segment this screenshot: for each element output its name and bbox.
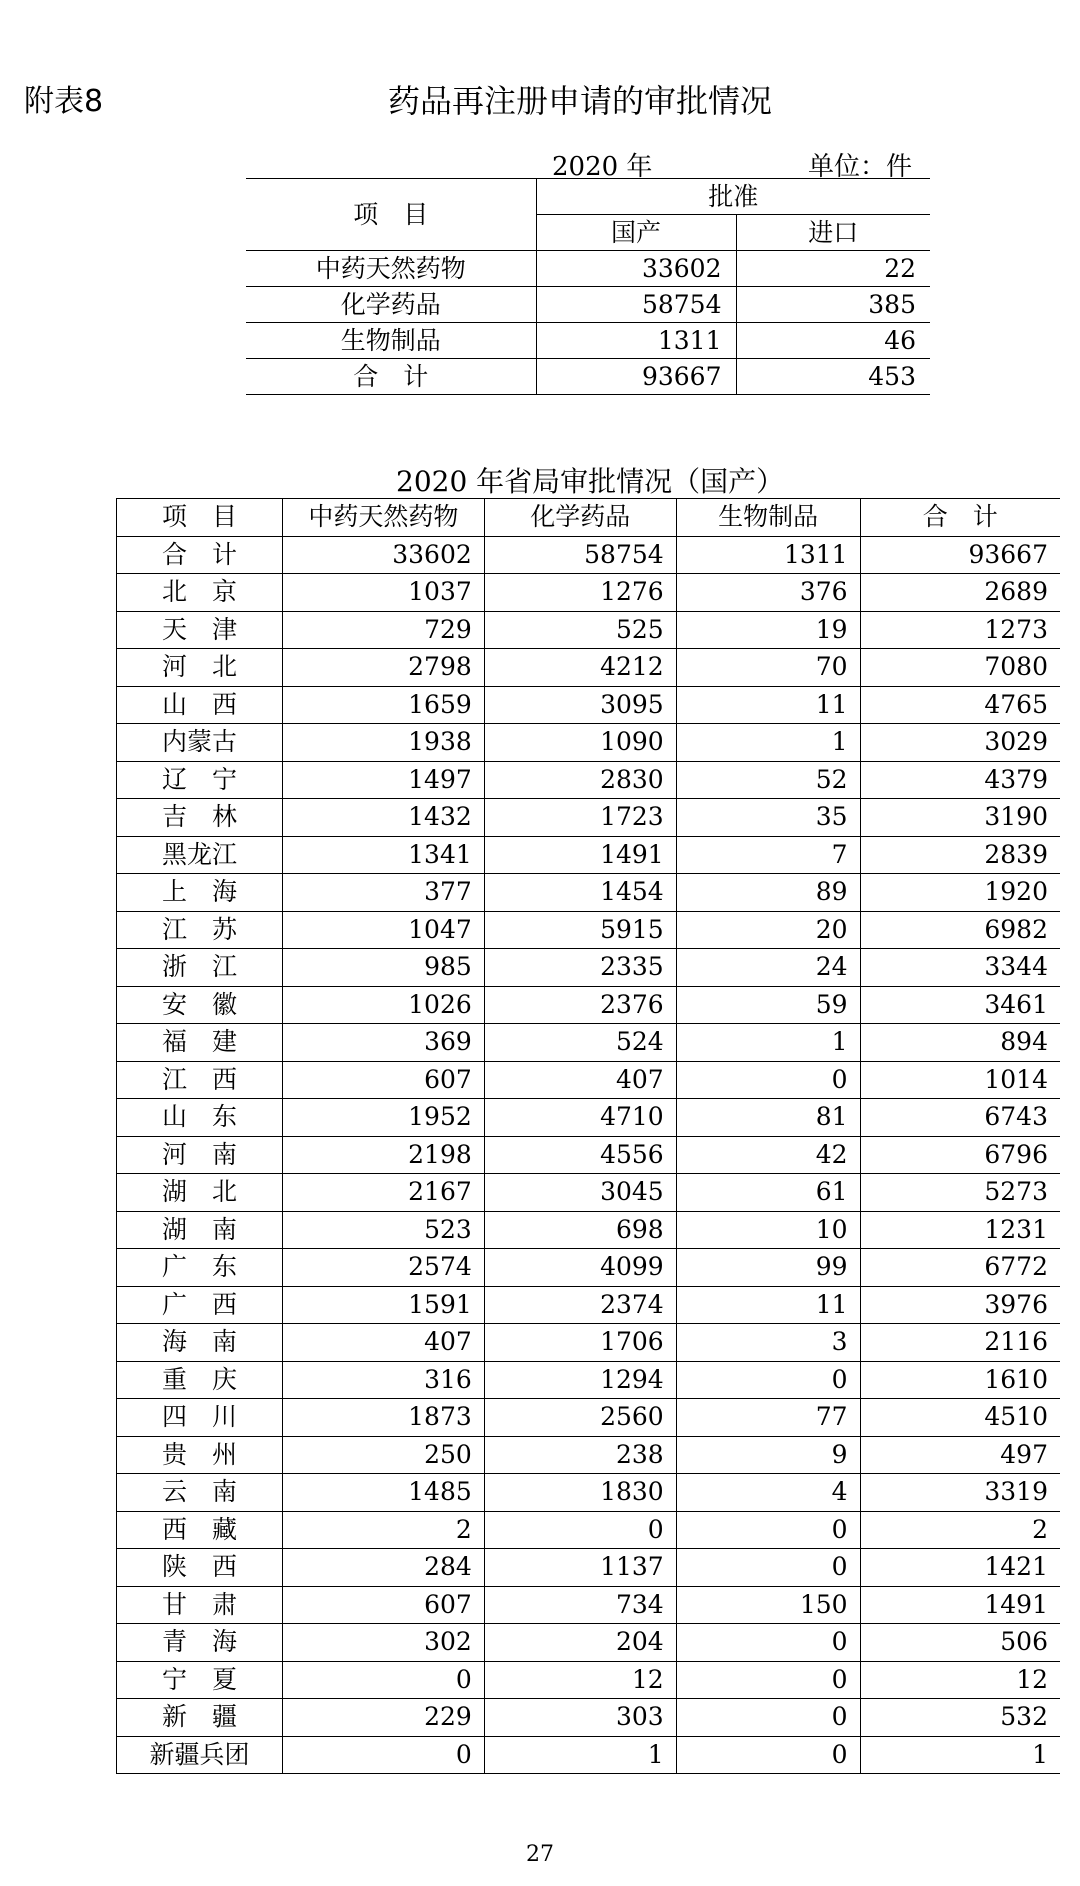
- table2-cell-tcm: 1591: [282, 1286, 484, 1324]
- table-row: [117, 949, 1061, 987]
- table2-cell-tcm: 229: [282, 1699, 484, 1737]
- table2-cell-chemical: 58754: [484, 536, 676, 574]
- table-row: [117, 799, 1061, 837]
- table2-cell-tcm: 377: [282, 874, 484, 912]
- table2-cell-tcm: 316: [282, 1361, 484, 1399]
- table2-cell-region: 吉 林: [117, 799, 283, 837]
- table-row: [117, 1699, 1061, 1737]
- table2-cell-region: 天 津: [117, 611, 283, 649]
- table1-cell-import: 385: [736, 287, 930, 323]
- table2-cell-tcm: 729: [282, 611, 484, 649]
- table2-cell-region: 海 南: [117, 1324, 283, 1362]
- table2-cell-total: 5273: [860, 1174, 1060, 1212]
- table2-cell-chemical: 1830: [484, 1474, 676, 1512]
- table2-cell-chemical: 3095: [484, 686, 676, 724]
- table2-cell-chemical: 1706: [484, 1324, 676, 1362]
- table-row: [117, 911, 1061, 949]
- table2-cell-total: 2839: [860, 836, 1060, 874]
- table2-cell-biological: 1311: [676, 536, 860, 574]
- table1-cell-item: 中药天然药物: [246, 251, 536, 287]
- table2-cell-biological: 4: [676, 1474, 860, 1512]
- table-row: [117, 836, 1061, 874]
- table2-cell-biological: 19: [676, 611, 860, 649]
- table2-cell-total: 3461: [860, 986, 1060, 1024]
- table2-cell-region: 河 北: [117, 649, 283, 687]
- table2-cell-tcm: 1659: [282, 686, 484, 724]
- table2-cell-chemical: 4099: [484, 1249, 676, 1287]
- table2-cell-total: 3029: [860, 724, 1060, 762]
- table2-cell-region: 辽 宁: [117, 761, 283, 799]
- table-row: [117, 1361, 1061, 1399]
- table1-cell-domestic: 1311: [536, 323, 736, 359]
- table-row: [246, 359, 930, 395]
- table2-cell-tcm: 407: [282, 1324, 484, 1362]
- table-row: [117, 574, 1061, 612]
- table2-cell-biological: 35: [676, 799, 860, 837]
- table-row: [117, 1624, 1061, 1662]
- table-row: [117, 1661, 1061, 1699]
- table2-cell-biological: 376: [676, 574, 860, 612]
- table2-cell-region: 合 计: [117, 536, 283, 574]
- table2-cell-region: 青 海: [117, 1624, 283, 1662]
- table2-cell-biological: 0: [676, 1624, 860, 1662]
- table2-cell-tcm: 1341: [282, 836, 484, 874]
- table2-header-cell: 生物制品: [676, 499, 860, 537]
- table2-cell-chemical: 4212: [484, 649, 676, 687]
- table2-cell-biological: 20: [676, 911, 860, 949]
- table2-cell-biological: 0: [676, 1736, 860, 1774]
- table-row: [117, 1324, 1061, 1362]
- table2-cell-total: 4765: [860, 686, 1060, 724]
- table2-cell-biological: 59: [676, 986, 860, 1024]
- table2-cell-chemical: 2560: [484, 1399, 676, 1437]
- table2-cell-chemical: 4710: [484, 1099, 676, 1137]
- table2-cell-chemical: 2335: [484, 949, 676, 987]
- table1-cell-import: 453: [736, 359, 930, 395]
- table2-cell-region: 黑龙江: [117, 836, 283, 874]
- table2-cell-total: 1920: [860, 874, 1060, 912]
- table2-cell-chemical: 1: [484, 1736, 676, 1774]
- table2-cell-biological: 11: [676, 1286, 860, 1324]
- table1-year: 2020 年: [552, 152, 653, 182]
- table2-header-cell: 化学药品: [484, 499, 676, 537]
- table2-cell-chemical: 1276: [484, 574, 676, 612]
- table1-cell-domestic: 33602: [536, 251, 736, 287]
- table1-cell-item: 化学药品: [246, 287, 536, 323]
- table2-cell-total: 1: [860, 1736, 1060, 1774]
- table1-cell-domestic: 93667: [536, 359, 736, 395]
- table1-header-import: 进口: [736, 215, 930, 251]
- table2-cell-region: 云 南: [117, 1474, 283, 1512]
- table2-cell-chemical: 524: [484, 1024, 676, 1062]
- table-row: [117, 1549, 1061, 1587]
- table2-cell-region: 山 东: [117, 1099, 283, 1137]
- table2-cell-tcm: 1497: [282, 761, 484, 799]
- table-row: [117, 1024, 1061, 1062]
- table2-cell-total: 2: [860, 1511, 1060, 1549]
- table2-cell-tcm: 1047: [282, 911, 484, 949]
- table2-cell-biological: 10: [676, 1211, 860, 1249]
- table1-cell-item: 生物制品: [246, 323, 536, 359]
- table2-cell-tcm: 2798: [282, 649, 484, 687]
- table2-cell-tcm: 1952: [282, 1099, 484, 1137]
- table-row: [117, 1586, 1061, 1624]
- table1-cell-import: 22: [736, 251, 930, 287]
- table2-cell-total: 12: [860, 1661, 1060, 1699]
- table1-header-approved: 批准: [536, 179, 930, 215]
- table-row: [117, 761, 1061, 799]
- table2-cell-region: 湖 南: [117, 1211, 283, 1249]
- table2-cell-region: 新 疆: [117, 1699, 283, 1737]
- table2-cell-total: 2689: [860, 574, 1060, 612]
- table-row: [117, 1399, 1061, 1437]
- table2-cell-biological: 70: [676, 649, 860, 687]
- table-row: [117, 536, 1061, 574]
- table2-cell-total: 3344: [860, 949, 1060, 987]
- table2-cell-chemical: 1723: [484, 799, 676, 837]
- table-row: [117, 649, 1061, 687]
- table1-cell-import: 46: [736, 323, 930, 359]
- table-row: [117, 1436, 1061, 1474]
- table2-cell-region: 浙 江: [117, 949, 283, 987]
- table-row: [117, 986, 1061, 1024]
- table2-cell-total: 497: [860, 1436, 1060, 1474]
- table2-cell-biological: 7: [676, 836, 860, 874]
- table2-cell-region: 新疆兵团: [117, 1736, 283, 1774]
- table2-cell-biological: 1: [676, 1024, 860, 1062]
- table2-cell-chemical: 5915: [484, 911, 676, 949]
- table2-cell-total: 2116: [860, 1324, 1060, 1362]
- table2-cell-chemical: 525: [484, 611, 676, 649]
- table2-cell-region: 湖 北: [117, 1174, 283, 1212]
- table2-cell-total: 1231: [860, 1211, 1060, 1249]
- table-row: [117, 1736, 1061, 1774]
- table2-cell-chemical: 1491: [484, 836, 676, 874]
- table-row: [117, 1136, 1061, 1174]
- table2-cell-tcm: 369: [282, 1024, 484, 1062]
- table2-cell-tcm: 1026: [282, 986, 484, 1024]
- table2-cell-tcm: 284: [282, 1549, 484, 1587]
- table2-cell-chemical: 12: [484, 1661, 676, 1699]
- table2-cell-tcm: 607: [282, 1061, 484, 1099]
- table2-header-cell: 合 计: [860, 499, 1060, 537]
- table2-cell-region: 福 建: [117, 1024, 283, 1062]
- table1-cell-item: 合 计: [246, 359, 536, 395]
- table-row: [117, 611, 1061, 649]
- table2-cell-total: 894: [860, 1024, 1060, 1062]
- approval-summary-table: [246, 178, 930, 395]
- table2-cell-region: 重 庆: [117, 1361, 283, 1399]
- table2-cell-tcm: 1938: [282, 724, 484, 762]
- provincial-approval-table: [116, 498, 1060, 1774]
- table-row: [246, 323, 930, 359]
- table2-cell-tcm: 1873: [282, 1399, 484, 1437]
- table2-cell-total: 1610: [860, 1361, 1060, 1399]
- table-row: [246, 251, 930, 287]
- table2-cell-biological: 81: [676, 1099, 860, 1137]
- table2-cell-total: 506: [860, 1624, 1060, 1662]
- table2-header-cell: 项 目: [117, 499, 283, 537]
- table2-cell-tcm: 302: [282, 1624, 484, 1662]
- table2-cell-tcm: 0: [282, 1736, 484, 1774]
- table2-cell-tcm: 2167: [282, 1174, 484, 1212]
- table2-cell-tcm: 523: [282, 1211, 484, 1249]
- table2-header-cell: 中药天然药物: [282, 499, 484, 537]
- table2-cell-region: 上 海: [117, 874, 283, 912]
- table2-cell-biological: 0: [676, 1511, 860, 1549]
- table1-unit: 单位：件: [808, 152, 913, 182]
- table2-cell-biological: 0: [676, 1549, 860, 1587]
- table2-cell-chemical: 2376: [484, 986, 676, 1024]
- table2-cell-chemical: 2374: [484, 1286, 676, 1324]
- table2-cell-region: 广 西: [117, 1286, 283, 1324]
- table2-cell-region: 贵 州: [117, 1436, 283, 1474]
- table2-cell-total: 1421: [860, 1549, 1060, 1587]
- page-title: 药品再注册申请的审批情况: [388, 82, 773, 120]
- table2-cell-biological: 0: [676, 1661, 860, 1699]
- table-row: [117, 874, 1061, 912]
- table2-cell-region: 安 徽: [117, 986, 283, 1024]
- table-row: [117, 1061, 1061, 1099]
- table2-cell-tcm: 1485: [282, 1474, 484, 1512]
- table2-body: [117, 536, 1061, 1774]
- table2-cell-biological: 3: [676, 1324, 860, 1362]
- table2-cell-chemical: 2830: [484, 761, 676, 799]
- table-row: [246, 287, 930, 323]
- table2-cell-biological: 11: [676, 686, 860, 724]
- table2-cell-region: 河 南: [117, 1136, 283, 1174]
- table2-cell-total: 6796: [860, 1136, 1060, 1174]
- table2-cell-total: 6982: [860, 911, 1060, 949]
- table2-cell-biological: 150: [676, 1586, 860, 1624]
- table2-cell-chemical: 1137: [484, 1549, 676, 1587]
- table2-cell-total: 4510: [860, 1399, 1060, 1437]
- table2-cell-tcm: 1037: [282, 574, 484, 612]
- table2-title: 2020 年省局审批情况（国产）: [396, 465, 785, 498]
- table2-cell-total: 6772: [860, 1249, 1060, 1287]
- table2-cell-tcm: 985: [282, 949, 484, 987]
- table-row: [117, 686, 1061, 724]
- table2-cell-total: 4379: [860, 761, 1060, 799]
- table2-cell-tcm: 0: [282, 1661, 484, 1699]
- table2-cell-region: 江 苏: [117, 911, 283, 949]
- table-row: [117, 1249, 1061, 1287]
- table2-cell-chemical: 734: [484, 1586, 676, 1624]
- table2-cell-biological: 42: [676, 1136, 860, 1174]
- appendix-label: 附表8: [24, 84, 104, 119]
- table2-cell-chemical: 1454: [484, 874, 676, 912]
- table2-cell-total: 6743: [860, 1099, 1060, 1137]
- table2-cell-biological: 0: [676, 1699, 860, 1737]
- table2-cell-chemical: 1090: [484, 724, 676, 762]
- table2-cell-total: 532: [860, 1699, 1060, 1737]
- table2-header-row: [117, 499, 1061, 537]
- table2-cell-tcm: 1432: [282, 799, 484, 837]
- table2-cell-total: 93667: [860, 536, 1060, 574]
- table2-cell-tcm: 2198: [282, 1136, 484, 1174]
- table1-header-row: [246, 179, 930, 215]
- table-row: [117, 724, 1061, 762]
- table2-cell-total: 1491: [860, 1586, 1060, 1624]
- table2-cell-region: 宁 夏: [117, 1661, 283, 1699]
- table2-cell-total: 3976: [860, 1286, 1060, 1324]
- table-row: [117, 1286, 1061, 1324]
- table2-cell-biological: 89: [676, 874, 860, 912]
- table2-cell-chemical: 0: [484, 1511, 676, 1549]
- table2-cell-chemical: 3045: [484, 1174, 676, 1212]
- table2-cell-biological: 99: [676, 1249, 860, 1287]
- table2-cell-region: 内蒙古: [117, 724, 283, 762]
- table2-cell-biological: 77: [676, 1399, 860, 1437]
- table1-header-domestic: 国产: [536, 215, 736, 251]
- table2-cell-region: 江 西: [117, 1061, 283, 1099]
- table2-cell-biological: 9: [676, 1436, 860, 1474]
- table2-cell-region: 陕 西: [117, 1549, 283, 1587]
- page-number: 27: [526, 1842, 554, 1867]
- table2-cell-tcm: 2574: [282, 1249, 484, 1287]
- table2-cell-total: 7080: [860, 649, 1060, 687]
- table-row: [117, 1211, 1061, 1249]
- table2-cell-biological: 1: [676, 724, 860, 762]
- table2-cell-chemical: 698: [484, 1211, 676, 1249]
- table2-cell-chemical: 4556: [484, 1136, 676, 1174]
- table2-cell-region: 四 川: [117, 1399, 283, 1437]
- table2-cell-total: 3190: [860, 799, 1060, 837]
- table2-cell-chemical: 407: [484, 1061, 676, 1099]
- table2-cell-region: 广 东: [117, 1249, 283, 1287]
- table2-cell-total: 3319: [860, 1474, 1060, 1512]
- table2-cell-biological: 24: [676, 949, 860, 987]
- table2-cell-tcm: 250: [282, 1436, 484, 1474]
- table2-cell-tcm: 33602: [282, 536, 484, 574]
- table-row: [117, 1511, 1061, 1549]
- table1-header-item: 项 目: [246, 179, 536, 251]
- table2-cell-region: 山 西: [117, 686, 283, 724]
- table-row: [117, 1174, 1061, 1212]
- table1-cell-domestic: 58754: [536, 287, 736, 323]
- table2-cell-region: 北 京: [117, 574, 283, 612]
- table2-cell-biological: 52: [676, 761, 860, 799]
- table2-cell-tcm: 2: [282, 1511, 484, 1549]
- table2-cell-chemical: 303: [484, 1699, 676, 1737]
- table2-cell-biological: 0: [676, 1061, 860, 1099]
- table2-cell-total: 1014: [860, 1061, 1060, 1099]
- table-row: [117, 1474, 1061, 1512]
- table2-cell-tcm: 607: [282, 1586, 484, 1624]
- table2-cell-total: 1273: [860, 611, 1060, 649]
- table2-cell-biological: 0: [676, 1361, 860, 1399]
- table2-cell-biological: 61: [676, 1174, 860, 1212]
- table1-body: [246, 251, 930, 395]
- table2-cell-region: 西 藏: [117, 1511, 283, 1549]
- table2-cell-chemical: 238: [484, 1436, 676, 1474]
- table-row: [117, 1099, 1061, 1137]
- table2-cell-chemical: 204: [484, 1624, 676, 1662]
- table2-cell-region: 甘 肃: [117, 1586, 283, 1624]
- table2-cell-chemical: 1294: [484, 1361, 676, 1399]
